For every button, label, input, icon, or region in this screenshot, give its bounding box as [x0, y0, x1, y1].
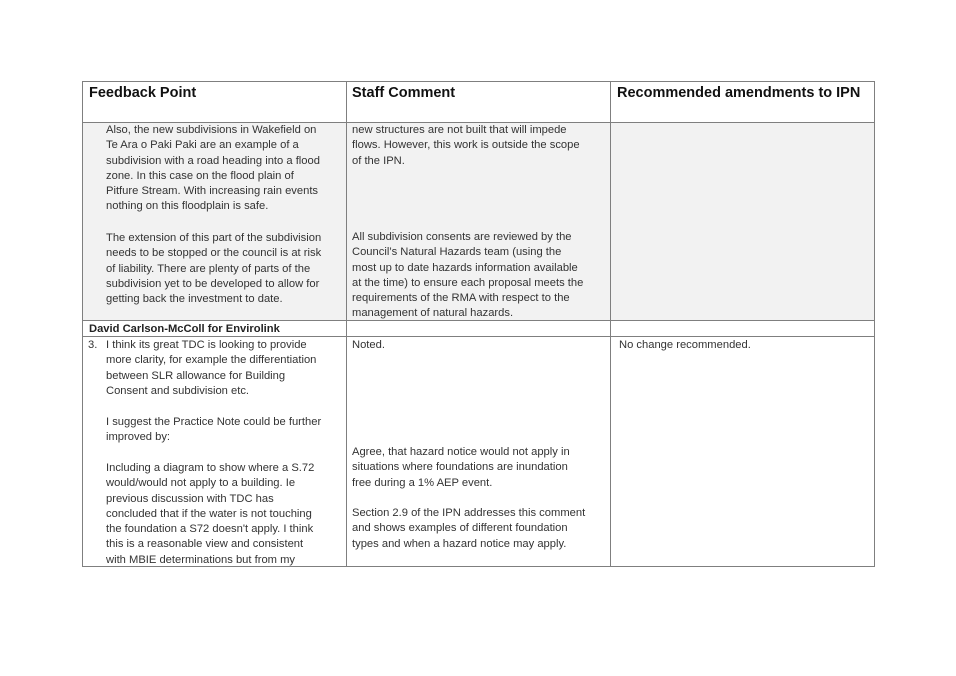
row-number: 3. [88, 339, 98, 351]
staff-comment-paragraph: Agree, that hazard notice would not apply in situations where foundations are inundation free during a 1% AEP event. [352, 446, 570, 489]
submitter-name: David Carlson-McColl for Envirolink [89, 323, 280, 335]
recommendation-text: No change recommended. [619, 339, 751, 351]
header-staff-comment: Staff Comment [352, 85, 456, 101]
staff-comment-paragraph: Section 2.9 of the IPN addresses this comment and shows examples of different foundation types and when a hazard notice may apply. [352, 507, 586, 550]
feedback-paragraph: The extension of this part of the subdivision needs to be stopped or the council is at risk of liability. There are plenty of parts of the subdivision yet to be developed to allow for getting back the investment to date. [106, 232, 322, 306]
staff-comment-paragraph: Noted. [352, 339, 385, 351]
header-recommended-amendments: Recommended amendments to IPN [617, 85, 861, 101]
column-divider [346, 82, 347, 566]
staff-comment-paragraph: new structures are not built that will impede flows. However, this work is outside the scope of the IPN. [352, 124, 580, 167]
feedback-paragraph: I think its great TDC is looking to provide more clarity, for example the differentiation between SLR allowance for Building Consent and subdivision etc. [106, 339, 317, 397]
staff-comment-paragraph: All subdivision consents are reviewed by the Council’s Natural Hazards team (using the most up to date hazards information available at the time) to ensure each proposal meets the requirements of the RMA with respect to the management of natural hazards. [352, 231, 584, 320]
feedback-table [82, 81, 875, 567]
column-divider [610, 82, 611, 566]
header-feedback-point: Feedback Point [89, 85, 197, 101]
row-divider [83, 336, 874, 337]
feedback-paragraph: Including a diagram to show where a S.72 would/would not apply to a building. Ie previous discussion with TDC has concluded that if the water is not touching the foundation a S72 doesn't apply. I think this is a reasonable view and consistent with MBIE determinations but from my [106, 462, 315, 566]
feedback-paragraph: I suggest the Practice Note could be further improved by: [106, 416, 322, 444]
feedback-paragraph: Also, the new subdivisions in Wakefield on Te Ara o Paki Paki are an example of a subdivision with a road heading into a flood zone. In this case on the flood plain of Pitfure Stream. With increasing rain events nothing on this floodplain is safe. [106, 124, 320, 213]
